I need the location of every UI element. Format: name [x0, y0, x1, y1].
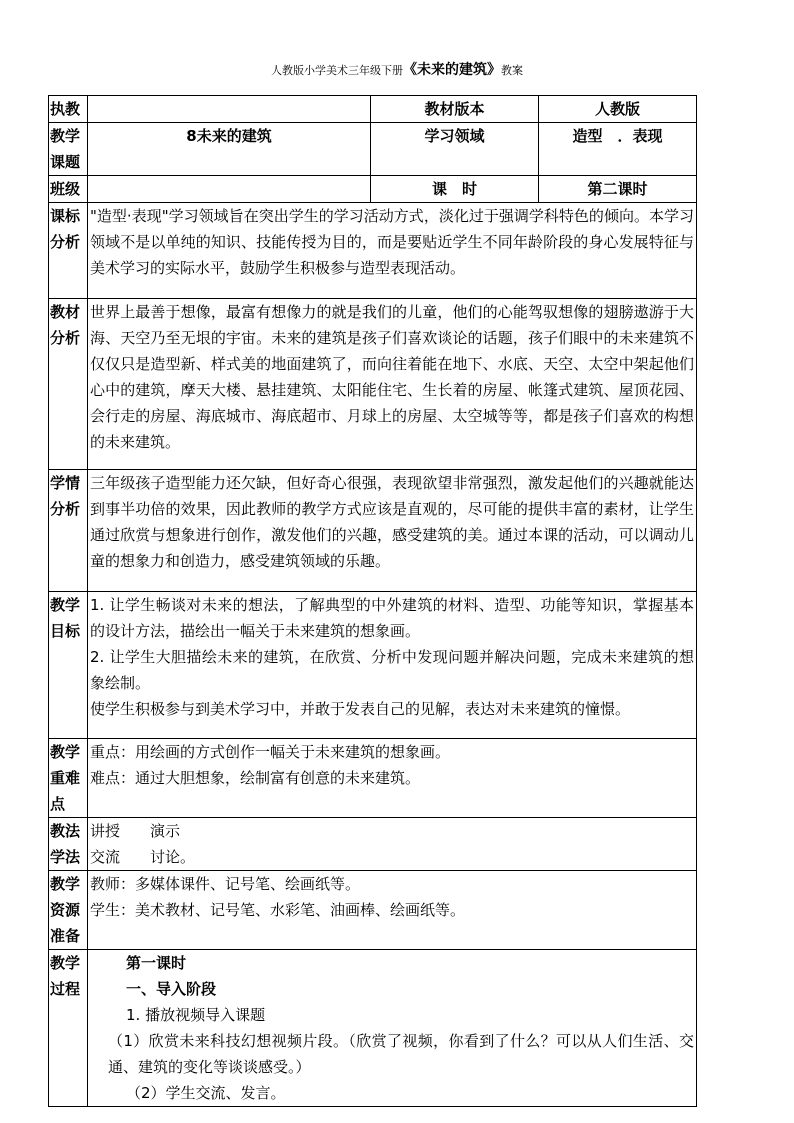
label-learning-field: 学习领域: [371, 123, 539, 176]
label-class-period: 课 时: [371, 176, 539, 203]
stage-heading: 一、导入阶段: [126, 980, 217, 998]
process-step: 1. 播放视频导入课题: [126, 1006, 266, 1024]
label-textbook-version: 教材版本: [371, 96, 539, 123]
header-title: 《未来的建筑》: [403, 62, 501, 78]
row-textbook-analysis: [49, 299, 697, 470]
row-objectives: [49, 592, 697, 739]
resources-cell: [88, 871, 697, 950]
header-prefix: 人教版小学美术三年级下册: [271, 64, 403, 77]
method-item: 交流 讨论。: [90, 848, 196, 866]
textbook-version-value: 人教版: [539, 96, 697, 123]
row-teacher: [49, 96, 697, 123]
class-period-value: 第二课时: [539, 176, 697, 203]
label-topic: 教学课题: [49, 123, 88, 176]
label-standard-analysis: 课标分析: [49, 203, 88, 299]
label-student-analysis: 学情分析: [49, 470, 88, 592]
label-objectives: 教学目标: [49, 592, 88, 739]
methods-cell: [88, 818, 697, 871]
teacher-value: [88, 96, 371, 123]
header-suffix: 教案: [501, 64, 523, 77]
topic-value: 8未来的建筑: [88, 123, 371, 176]
label-key-points: 教学重难点: [49, 739, 88, 818]
row-topic: [49, 123, 697, 176]
label-class: 班级: [49, 176, 88, 203]
row-process: [49, 950, 697, 1107]
row-methods: [49, 818, 697, 871]
resource-item: 学生：美术教材、记号笔、水彩笔、油画棒、绘画纸等。: [90, 901, 466, 919]
process-substep: （2）学生交流、发言。: [126, 1084, 286, 1102]
row-resources: [49, 871, 697, 950]
key-point-item: 难点：通过大胆想象，绘制富有创意的未来建筑。: [90, 769, 421, 787]
objective-item: 使学生积极参与到美术学习中，并敢于发表自己的见解，表达对未来建筑的憧憬。: [90, 700, 631, 718]
row-standard-analysis: [49, 203, 697, 299]
key-point-item: 重点：用绘画的方式创作一幅关于未来建筑的想象画。: [90, 743, 451, 761]
label-textbook-analysis: 教材分析: [49, 299, 88, 470]
label-methods: 教法学法: [49, 818, 88, 871]
objective-item: 1. 让学生畅谈对未来的想法，了解典型的中外建筑的材料、造型、功能等知识，掌握基本的设计方法，描绘出一幅关于未来建筑的想象画。: [90, 596, 694, 640]
resource-item: 教师：多媒体课件、记号笔、绘画纸等。: [90, 875, 361, 893]
standard-analysis-text: "造型·表现"学习领域旨在突出学生的学习活动方式，淡化过于强调学科特色的倾向。本学习领域不是以单纯的知识、技能传授为目的，而是要贴近学生不同年龄阶段的身心发展特征与美术学习的实际水平，鼓励学生积极参与造型表现活动。: [88, 203, 697, 299]
objectives-cell: [88, 592, 697, 739]
lesson-heading: 第一课时: [126, 954, 187, 972]
row-class: [49, 176, 697, 203]
class-value: [88, 176, 371, 203]
student-analysis-text: 三年级孩子造型能力还欠缺，但好奇心很强，表现欲望非常强烈，激发起他们的兴趣就能达到事半功倍的效果，因此教师的教学方式应该是直观的，尽可能的提供丰富的素材，让学生通过欣赏与想象进行创作，激发他们的兴趣，感受建筑的美。通过本课的活动，可以调动儿童的想象力和创造力，感受建筑领域的乐趣。: [88, 470, 697, 592]
key-points-cell: [88, 739, 697, 818]
label-process: 教学过程: [49, 950, 88, 1107]
label-resources: 教学资源准备: [49, 871, 88, 950]
learning-field-value: 造型 ．表现: [539, 123, 697, 176]
row-key-points: [49, 739, 697, 818]
process-substep: （1）欣赏未来科技幻想视频片段。（欣赏了视频，你看到了什么？可以从人们生活、交通、建筑的变化等谈谈感受。）: [108, 1032, 694, 1076]
row-student-analysis: [49, 470, 697, 592]
document-header: [0, 62, 794, 79]
label-teacher: 执教: [49, 96, 88, 123]
lesson-plan-table: [48, 95, 697, 1107]
process-cell: [88, 950, 697, 1107]
textbook-analysis-text: 世界上最善于想像，最富有想像力的就是我们的儿童，他们的心能驾驭想像的翅膀遨游于大海、天空乃至无垠的宇宙。未来的建筑是孩子们喜欢谈论的话题，孩子们眼中的未来建筑不仅仅只是造型新、样式美的地面建筑了，而向往着能在地下、水底、天空、太空中架起他们心中的建筑，摩天大楼、悬挂建筑、太阳能住宅、生长着的房屋、帐篷式建筑、屋顶花园、会行走的房屋、海底城市、海底超市、月球上的房屋、太空城等等，都是孩子们喜欢的构想的未来建筑。: [88, 299, 697, 470]
method-item: 讲授 演示: [90, 822, 181, 840]
objective-item: 2. 让学生大胆描绘未来的建筑，在欣赏、分析中发现问题并解决问题，完成未来建筑的想象绘制。: [90, 648, 694, 692]
